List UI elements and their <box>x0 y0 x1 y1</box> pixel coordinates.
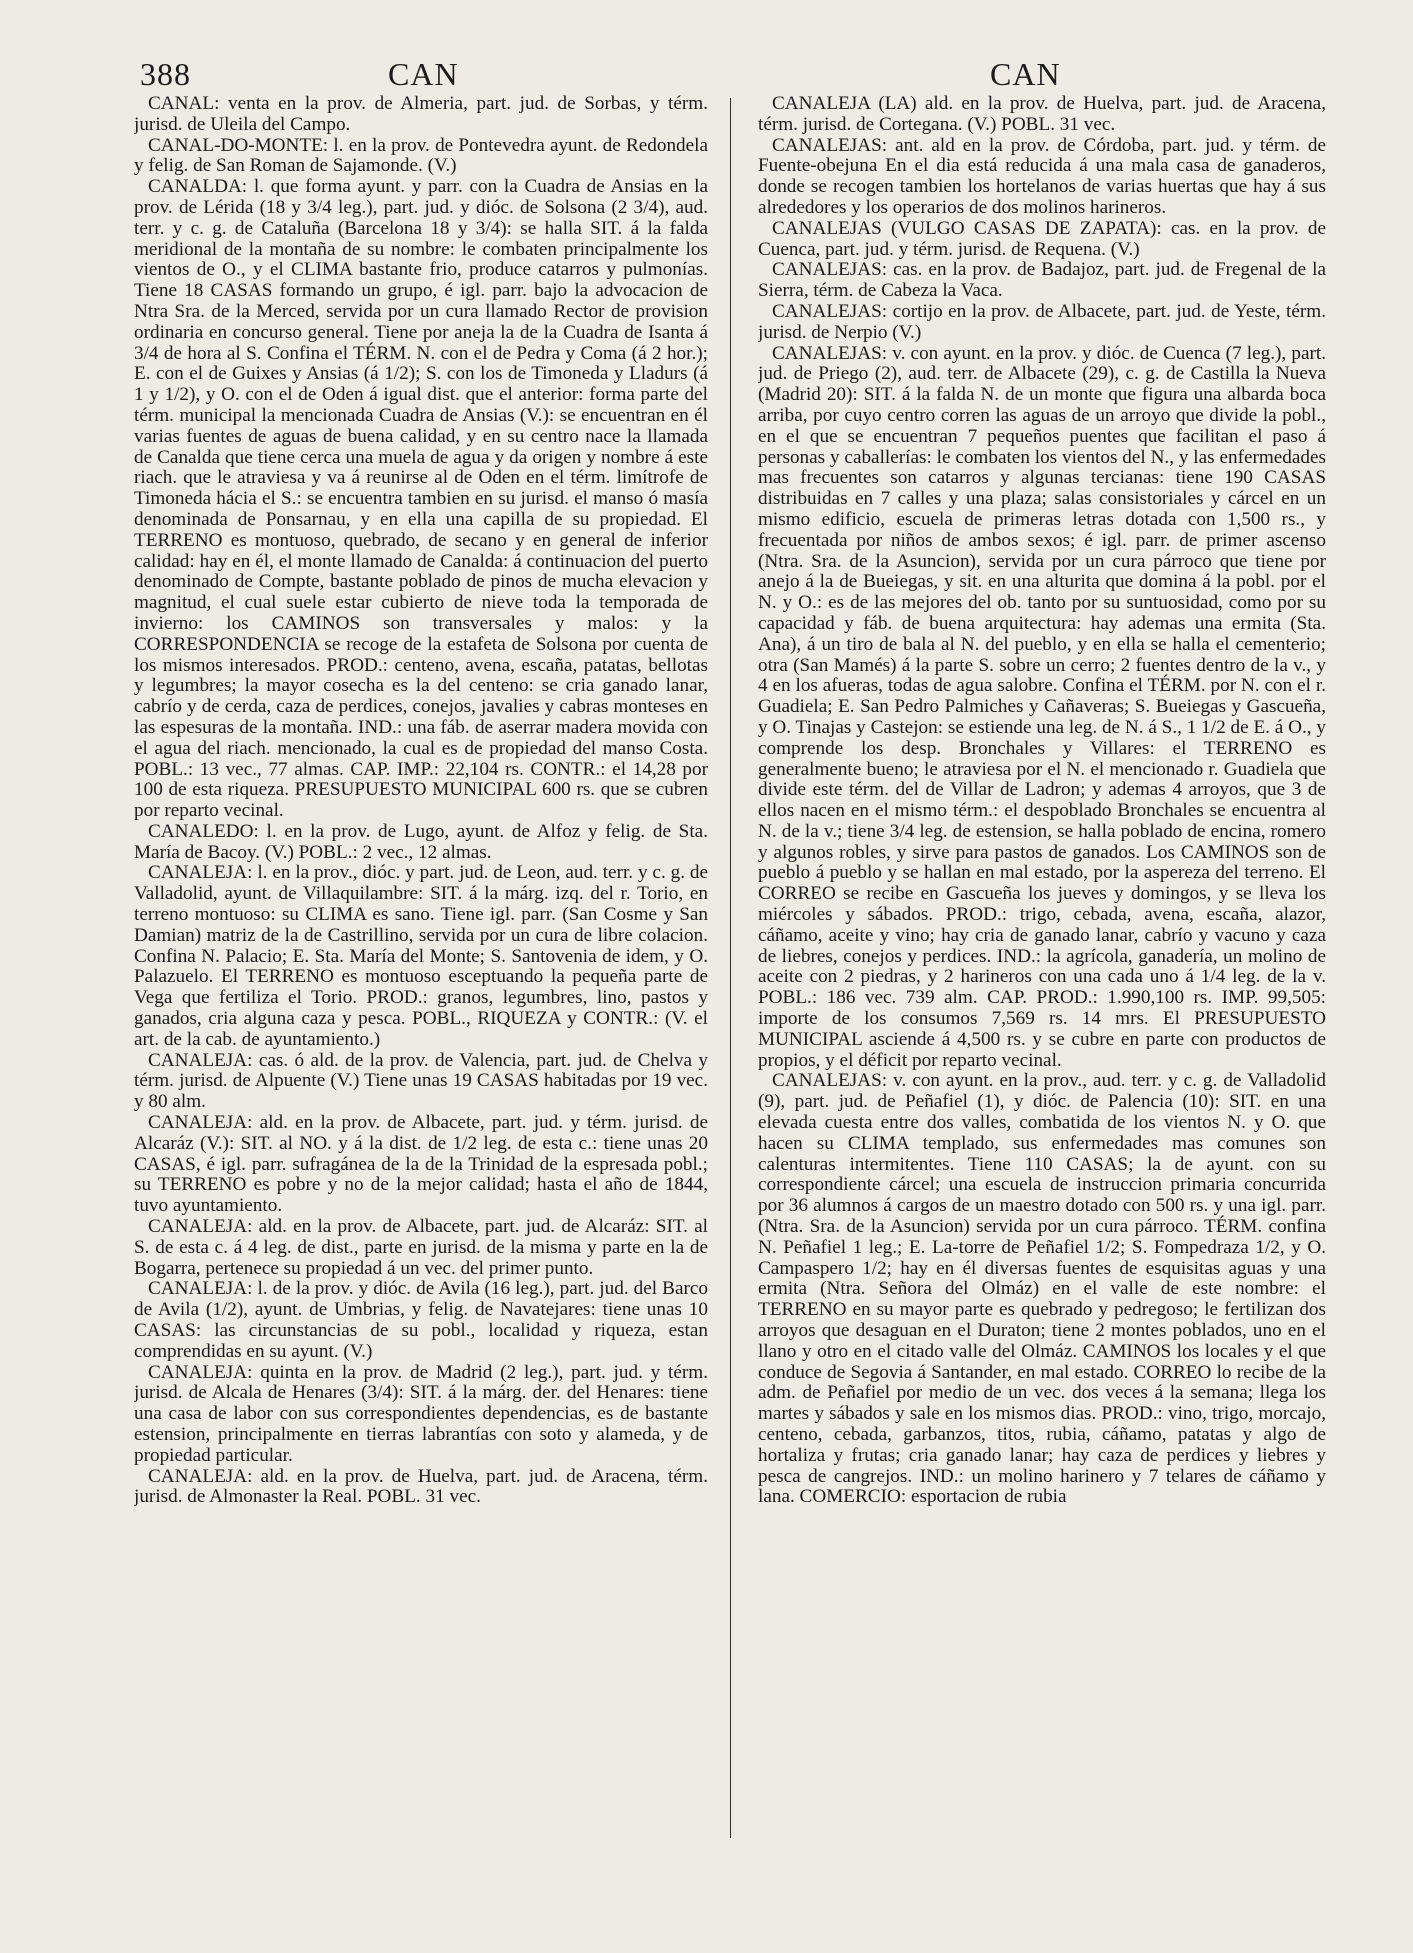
dictionary-entry: CANALEJA (LA) ald. en la prov. de Huelva, part. jud. de Aracena, térm. jurisd. de Cortegana. (V.) POBL. 31 vec. <box>758 94 1326 135</box>
dictionary-entry: CANALEJA: l. en la prov., dióc. y part. jud. de Leon, aud. terr. y c. g. de Valladolid, ayunt. de Villaquilambre: SIT. á la márg. izq. del r. Torio, en terreno montuoso: su CLIMA es sano. Tiene igl. parr. (San Cosme y San Damian) matriz de la de Castrillino, servida por un cura de libre colacion. Confina N. Palacio; E. Sta. María del Monte; S. Santovenia de idem, y O. Palazuelo. El TERRENO es montuoso esceptuando la pequeña parte de Vega que fertiliza el Torio. PROD.: granos, legumbres, lino, pastos y ganados, cria alguna caza y pesca. POBL., RIQUEZA y CONTR.: (V. el art. de la cab. de ayuntamiento.) <box>134 862 708 1050</box>
dictionary-entry: CANALEJAS: cas. en la prov. de Badajoz, part. jud. de Fregenal de la Sierra, térm. de Cabeza la Vaca. <box>758 259 1326 302</box>
dictionary-entry: CANALEJAS: cortijo en la prov. de Albacete, part. jud. de Yeste, térm. jurisd. de Nerpio (V.) <box>758 300 1326 343</box>
dictionary-entry: CANALEJA: cas. ó ald. de la prov. de Valencia, part. jud. de Chelva y térm. jurisd. de Alpuente (V.) Tiene unas 19 CASAS habitadas por 19 vec. y 80 alm. <box>134 1049 708 1113</box>
left-column <box>134 94 708 1844</box>
dictionary-entry: CANALEJAS: ant. ald en la prov. de Córdoba, part. jud. y térm. de Fuente-obejuna En el dia está reducida á una mala casa de ganaderos, donde se recogen tambien los hortelanos de varias huertas que hay á sus alrededores y los operarios de dos molinos harineros. <box>758 134 1326 218</box>
dictionary-entry: CANALEDO: l. en la prov. de Lugo, ayunt. de Alfoz y felig. de Sta. María de Bacoy. (V.) POBL.: 2 vec., 12 almas. <box>134 820 708 863</box>
right-column <box>758 94 1326 1844</box>
dictionary-entry: CANALEJAS: v. con ayunt. en la prov., aud. terr. y c. g. de Valladolid (9), part. jud. de Peñafiel (1), y dióc. de Palencia (10): SIT. en una elevada cuesta entre dos valles, combatida de los vientos N. y O. que hacen su CLIMA templado, sus enfermedades mas comunes son calenturas intermitentes. Tiene 110 CASAS; la de ayunt. con su correspondiente cárcel; una escuela de instruccion primaria concurrida por 36 alumnos á cargos de un maestro dotado con 500 rs. y una igl. parr. (Ntra. Sra. de la Asuncion) servida por un cura párroco. TÉRM. confina N. Peñafiel 1 leg.; E. La-torre de Peñafiel 1/2; S. Fompedraza 1/2, y O. Campaspero 1/2; hay en él diversas fuentes de esquisitas aguas y una ermita (Ntra. Señora del Olmáz) en el valle de este nombre: el TERRENO en su mayor parte es quebrado y pedregoso; le fertilizan dos arroyos que desaguan en el Duraton; tiene 2 montes poblados, uno en el llano y otro en el citado valle del Olmáz. CAMINOS los locales y el que conduce de Segovia á Santander, en mal estado. CORREO lo recibe de la adm. de Peñafiel por medio de un vec. dos veces á la semana; llega los martes y sábados y sale en los mismos dias. PROD.: vino, trigo, morcajo, centeno, cebada, garbanzos, titos, rubia, cáñamo, patatas y algo de hortaliza y frutas; cria ganado lanar; hay caza de perdices y liebres y pesca de cangrejos. IND.: un molino harinero y 7 telares de cáñamo y lana. COMERCIO: esportacion de rubia <box>758 1070 1326 1508</box>
dictionary-entry: CANALDA: l. que forma ayunt. y parr. con la Cuadra de Ansias en la prov. de Lérida (18 y 3/4 leg.), part. jud. y dióc. de Solsona (2 3/4), aud. terr. y c. g. de Cataluña (Barcelona 18 y 3/4): se halla SIT. á la falda meridional de la montaña de su nombre: le combaten principalmente los vientos de O., y el CLIMA bastante frio, produce catarros y pulmonías. Tiene 18 CASAS formando un grupo, é igl. parr. bajo la advocacion de Ntra Sra. de la Merced, servida por un cura llamado Rector de provision ordinaria en concurso general. Tiene por aneja la de la Cuadra de Isanta á 3/4 de hora al S. Confina el TÉRM. N. con el de Pedra y Coma (á 2 hor.); E. con el de Guixes y Ansias (á 1/2); S. con los de Timoneda y Lladurs (á 1 y 1/2), y O. con el de Oden á igual dist. que el anterior: forma parte del térm. municipal la mencionada Cuadra de Ansias (V.): se encuentran en él varias fuentes de aguas de buena calidad, y en su centro nace la llamada de Canalda que tiene cerca una muela de agua y da origen y nombre á este riach. que le atraviesa y va á reunirse al de Oden en el térm. limítrofe de Timoneda hácia el S.: se encuentra tambien en su jurisd. el manso ó masía denominada de Ponsarnau, y en ella una capilla de su propiedad. El TERRENO es montuoso, quebrado, de secano y en general de inferior calidad: hay en él, el monte llamado de Canalda: á continuacion del puerto denominado de Compte, bastante poblado de pinos de mucha elevacion y magnitud, el cual suele estar cubierto de nieve toda la temporada de invierno: los CAMINOS son transversales y malos: y la CORRESPONDENCIA se recoge de la estafeta de Solsona por cuenta de los mismos interesados. PROD.: centeno, avena, escaña, patatas, bellotas y legumbres; la mayor cosecha es la del centeno: se cria ganado lanar, cabrío y de cerda, caza de perdices, conejos, javalies y cabras monteses en las espesuras de la montaña. IND.: una fáb. de aserrar madera movida con el agua del riach. mencionado, la cual es de propiedad del manso Costa. POBL.: 13 vec., 77 almas. CAP. IMP.: 22,104 rs. CONTR.: el 14,28 por 100 de esta riqueza. PRESUPUESTO MUNICIPAL 600 rs. que se cubren por reparto vecinal. <box>134 176 708 822</box>
dictionary-entry: CANALEJA: l. de la prov. y dióc. de Avila (16 leg.), part. jud. del Barco de Avila (1/2), ayunt. de Umbrias, y felig. de Navatejares: tiene unas 10 CASAS: las circunstancias de su pobl., localidad y riqueza, estan comprendidas en su ayunt. (V.) <box>134 1278 708 1362</box>
running-head-right: CAN <box>990 56 1061 92</box>
dictionary-entry: CANAL: venta en la prov. de Almeria, part. jud. de Sorbas, y térm. jurisd. de Uleila del Campo. <box>134 94 708 135</box>
dictionary-entry: CANALEJA: ald. en la prov. de Albacete, part. jud. y térm. jurisd. de Alcaráz (V.): SIT. al NO. y á la dist. de 1/2 leg. de esta c.: tiene unas 20 CASAS, é igl. parr. sufragánea de la de la Trinidad de la espresada pobl.; su TERRENO es pobre y no de la mejor calidad; hasta el año de 1844, tuvo ayuntamiento. <box>134 1112 708 1217</box>
dictionary-entry: CANALEJA: ald. en la prov. de Huelva, part. jud. de Aracena, térm. jurisd. de Almonaster la Real. POBL. 31 vec. <box>134 1465 708 1508</box>
running-head-left: CAN <box>388 56 459 92</box>
dictionary-entry: CANAL-DO-MONTE: l. en la prov. de Pontevedra ayunt. de Redondela y felig. de San Roman de Sajamonde. (V.) <box>134 134 708 177</box>
dictionary-entry: CANALEJA: ald. en la prov. de Albacete, part. jud. de Alcaráz: SIT. al S. de esta c. á 4 leg. de dist., parte en jurisd. de la misma y parte en la de Bogarra, pertenece su propiedad á un vec. del primer punto. <box>134 1216 708 1279</box>
dictionary-entry: CANALEJA: quinta en la prov. de Madrid (2 leg.), part. jud. y térm. jurisd. de Alcala de Henares (3/4): SIT. á la márg. der. del Henares: tiene una casa de labor con sus correspondientes dependencias, es de bastante estension, principalmente en tierras labrantías con soto y alameda, y de propiedad particular. <box>134 1361 708 1466</box>
page-number: 388 <box>140 56 191 92</box>
dictionary-entry: CANALEJAS (VULGO CASAS DE ZAPATA): cas. en la prov. de Cuenca, part. jud. y térm. jurisd. de Requena. (V.) <box>758 217 1326 260</box>
dictionary-entry: CANALEJAS: v. con ayunt. en la prov. y dióc. de Cuenca (7 leg.), part. jud. de Priego (2), aud. terr. de Albacete (29), c. g. de Castilla la Nueva (Madrid 20): SIT. á la falda N. de un monte que figura una albarda boca arriba, por cuyo centro corren las aguas de un arroyo que divide la pobl., en el que se encuentran 7 pequeños puentes que facilitan el paso á personas y caballerías: le combaten los vientos del N., y las enfermedades mas frecuentes son catarros y algunas tercianas: tiene 190 CASAS distribuidas en 7 calles y una plaza; salas consistoriales y cárcel en un mismo edificio, escuela de primeras letras dotada con 1,500 rs., y frecuentada por niños de ambos sexos; é igl. parr. de primer ascenso (Ntra. Sra. de la Asuncion), servida por un cura párroco que tiene por anejo á la de Bueiegas, y sit. en una alturita que domina á la pobl. por el N. y O.: es de las mejores del ob. tanto por su suntuosidad, como por su capacidad y fáb. de buena arquitectura: hay ademas una ermita (Sta. Ana), á un tiro de bala al N. del pueblo, y en ella se halla el cementerio; otra (San Mamés) á la parte S. sobre un cerro; 2 fuentes dentro de la v., y 4 en los afueras, todas de agua salobre. Confina el TÉRM. por N. con el r. Guadiela; E. San Pedro Palmiches y Cañaveras; S. Bueiegas y Gascueña, y O. Tinajas y Castejon: se estiende una leg. de N. á S., 1 1/2 de E. á O., y comprende los desp. Bronchales y Villares: el TERRENO es generalmente bueno; le atraviesa por el N. el mencionado r. Guadiela que divide este térm. del de Villar de Ladron; y ademas 4 arroyos, que 3 de ellos nacen en el mismo térm.: el despoblado Bronchales se encuentra al N. de la v.; tiene 3/4 leg. de estension, se halla poblado de encina, romero y algunos robles, y sirve para pastos de ganados. Los CAMINOS son de pueblo á pueblo y se hallan en mal estado, por la aspereza del terreno. El CORREO se recibe en Gascueña los jueves y domingos, y se lleva los miércoles y sábados. PROD.: trigo, cebada, avena, escaña, alazor, cáñamo, aceite y vino; hay cria de ganado lanar, cabrío y vacuno y caza de liebres, conejos y perdices. IND.: la agrícola, ganadería, un molino de aceite con 2 piedras, y 2 harineros con una cada uno á 1/4 leg. de la v. POBL.: 186 vec. 739 alm. CAP. PROD.: 1.990,100 rs. IMP. 99,505: importe de los consumos 7,569 rs. 14 mrs. El PRESUPUESTO MUNICIPAL asciende á 4,500 rs. y se cubre en parte con productos de propios, y el déficit por reparto vecinal. <box>758 342 1326 1071</box>
column-divider <box>730 98 731 1838</box>
